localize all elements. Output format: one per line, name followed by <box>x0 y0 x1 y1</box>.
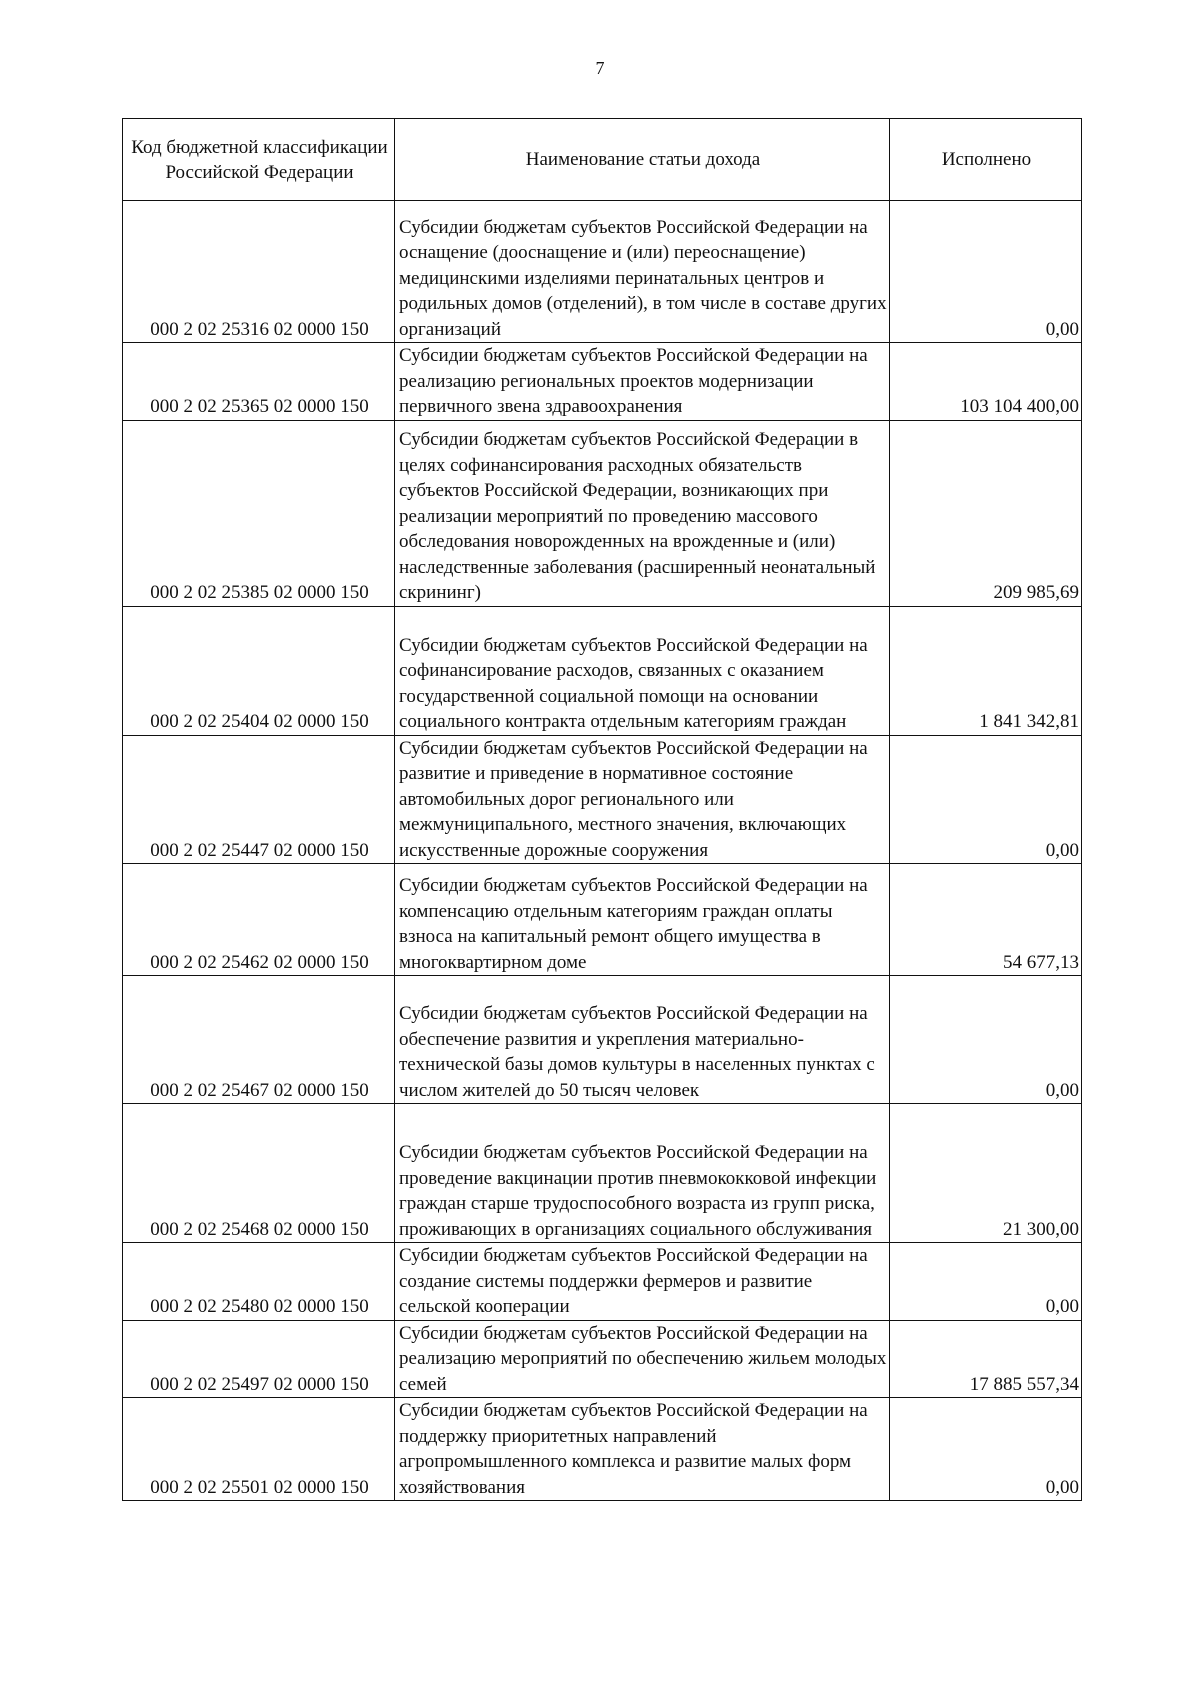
row-amount: 0,00 <box>890 976 1082 1104</box>
row-amount: 0,00 <box>890 1398 1082 1501</box>
row-code: 000 2 02 25462 02 0000 150 <box>123 864 395 976</box>
row-name: Субсидии бюджетам субъектов Российской Федерации на софинансирование расходов, связанных с оказанием государственной социальной помощи на основании социального контракта отдельным категориям граждан <box>395 606 890 735</box>
table-row <box>123 1398 1082 1501</box>
row-code: 000 2 02 25501 02 0000 150 <box>123 1398 395 1501</box>
header-amount: Исполнено <box>890 119 1082 201</box>
row-code: 000 2 02 25480 02 0000 150 <box>123 1243 395 1321</box>
row-name: Субсидии бюджетам субъектов Российской Федерации на обеспечение развития и укрепления материально-технической базы домов культуры в населенных пунктах с числом жителей до 50 тысяч человек <box>395 976 890 1104</box>
row-name: Субсидии бюджетам субъектов Российской Федерации в целях софинансирования расходных обязательств субъектов Российской Федерации, возникающих при реализации мероприятий по проведению массового обследования новорожденных на врожденные и (или) наследственные заболевания (расширенный неонатальный скрининг) <box>395 420 890 606</box>
row-name: Субсидии бюджетам субъектов Российской Федерации на развитие и приведение в нормативное состояние автомобильных дорог регионального или межмуниципального, местного значения, включающих искусственные дорожные сооружения <box>395 735 890 864</box>
row-code: 000 2 02 25365 02 0000 150 <box>123 343 395 421</box>
row-name: Субсидии бюджетам субъектов Российской Федерации на компенсацию отдельным категориям граждан оплаты взноса на капитальный ремонт общего имущества в многоквартирном доме <box>395 864 890 976</box>
row-name: Субсидии бюджетам субъектов Российской Федерации на проведение вакцинации против пневмококковой инфекции граждан старше трудоспособного возраста из групп риска, проживающих в организациях социального обслуживания <box>395 1104 890 1243</box>
table-header-row <box>123 119 1082 201</box>
table-row <box>123 976 1082 1104</box>
row-name: Субсидии бюджетам субъектов Российской Федерации на реализацию мероприятий по обеспечению жильем молодых семей <box>395 1320 890 1398</box>
row-amount: 103 104 400,00 <box>890 343 1082 421</box>
row-amount: 0,00 <box>890 1243 1082 1321</box>
row-amount: 0,00 <box>890 201 1082 343</box>
row-code: 000 2 02 25404 02 0000 150 <box>123 606 395 735</box>
row-name: Субсидии бюджетам субъектов Российской Федерации на поддержку приоритетных направлений агропромышленного комплекса и развитие малых форм хозяйствования <box>395 1398 890 1501</box>
row-name: Субсидии бюджетам субъектов Российской Федерации на реализацию региональных проектов модернизации первичного звена здравоохранения <box>395 343 890 421</box>
table-row <box>123 343 1082 421</box>
row-code: 000 2 02 25385 02 0000 150 <box>123 420 395 606</box>
row-amount: 1 841 342,81 <box>890 606 1082 735</box>
row-name: Субсидии бюджетам субъектов Российской Федерации на оснащение (дооснащение и (или) переоснащение) медицинскими изделиями перинатальных центров и родильных домов (отделений), в том числе в составе других организаций <box>395 201 890 343</box>
page-number: 7 <box>595 58 605 78</box>
row-code: 000 2 02 25497 02 0000 150 <box>123 1320 395 1398</box>
row-amount: 0,00 <box>890 735 1082 864</box>
row-name: Субсидии бюджетам субъектов Российской Федерации на создание системы поддержки фермеров и развитие сельской кооперации <box>395 1243 890 1321</box>
table-row <box>123 864 1082 976</box>
header-code: Код бюджетной классификации Российской Федерации <box>123 119 395 201</box>
row-amount: 17 885 557,34 <box>890 1320 1082 1398</box>
row-amount: 21 300,00 <box>890 1104 1082 1243</box>
table-row <box>123 1104 1082 1243</box>
row-code: 000 2 02 25468 02 0000 150 <box>123 1104 395 1243</box>
table-row <box>123 1243 1082 1321</box>
budget-revenue-table <box>122 118 1082 1501</box>
table-row <box>123 1320 1082 1398</box>
header-name: Наименование статьи дохода <box>395 119 890 201</box>
table-row <box>123 201 1082 343</box>
row-code: 000 2 02 25467 02 0000 150 <box>123 976 395 1104</box>
row-code: 000 2 02 25447 02 0000 150 <box>123 735 395 864</box>
row-code: 000 2 02 25316 02 0000 150 <box>123 201 395 343</box>
row-amount: 209 985,69 <box>890 420 1082 606</box>
row-amount: 54 677,13 <box>890 864 1082 976</box>
table-row <box>123 606 1082 735</box>
table-row <box>123 420 1082 606</box>
table-row <box>123 735 1082 864</box>
